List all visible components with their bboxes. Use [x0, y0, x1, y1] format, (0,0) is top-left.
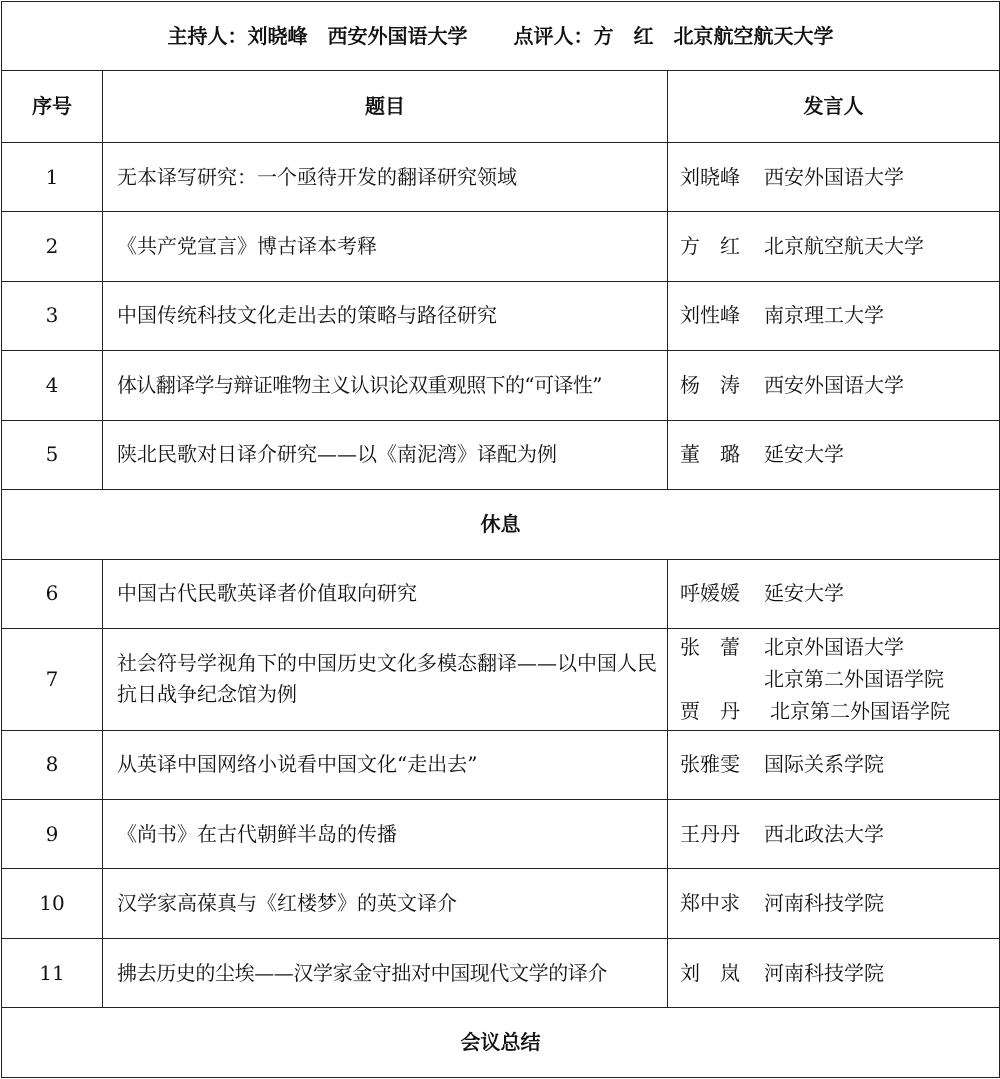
- speaker-affiliation: 西北政法大学: [764, 821, 884, 846]
- row-title: 中国传统科技文化走出去的策略与路径研究: [103, 281, 668, 350]
- session-header: [2, 2, 1000, 71]
- row-number: 11: [2, 938, 103, 1007]
- column-header-title: 题目: [103, 71, 668, 142]
- row-speaker: [668, 142, 1000, 211]
- speaker-name: 张雅雯: [680, 752, 740, 777]
- speaker-name: 董 璐: [680, 442, 740, 467]
- row-number: 8: [2, 730, 103, 799]
- speaker-affiliation: 河南科技学院: [764, 891, 884, 916]
- speaker-affiliation: 南京理工大学: [764, 303, 884, 328]
- table-row: [2, 559, 1000, 628]
- row-speaker: [668, 730, 1000, 799]
- row-speaker: [668, 420, 1000, 489]
- speaker-affiliation: 北京第二外国语学院: [764, 667, 944, 692]
- column-header-num: 序号: [2, 71, 103, 142]
- speaker-line: [680, 631, 995, 663]
- row-number: 1: [2, 142, 103, 211]
- row-title: 拂去历史的尘埃——汉学家金守拙对中国现代文学的译介: [103, 938, 668, 1007]
- break-label: 休息: [2, 490, 1000, 559]
- table-row: [2, 142, 1000, 211]
- speaker-affiliation: 北京第二外国语学院: [770, 699, 950, 724]
- speaker-name: 刘晓峰: [680, 164, 740, 189]
- closing-label: 会议总结: [2, 1008, 1000, 1078]
- table-row: [2, 730, 1000, 799]
- table-row: [2, 869, 1000, 938]
- row-title: 体认翻译学与辩证唯物主义认识论双重观照下的“可译性”: [103, 351, 668, 420]
- speaker-affiliation: 延安大学: [764, 442, 844, 467]
- row-number: 5: [2, 420, 103, 489]
- commentator-label: 点评人：: [513, 23, 594, 48]
- speaker-name: 张 蕾: [680, 635, 740, 660]
- speaker-name: 杨 涛: [680, 372, 740, 397]
- speaker-affiliation: 西安外国语大学: [764, 372, 904, 397]
- speaker-affiliation: 延安大学: [764, 581, 844, 606]
- row-number: 4: [2, 351, 103, 420]
- table-row: [2, 212, 1000, 281]
- speaker-name: 刘性峰: [680, 303, 740, 328]
- host-label: 主持人：: [167, 23, 248, 48]
- row-speaker: [668, 869, 1000, 938]
- speaker-name: 郑中求: [680, 891, 740, 916]
- row-speaker: [668, 212, 1000, 281]
- speaker-line: [680, 663, 995, 695]
- column-header-speaker: 发言人: [668, 71, 1000, 142]
- column-header-row: [2, 71, 1000, 142]
- speaker-name: 刘 岚: [680, 960, 740, 985]
- row-title: 无本译写研究：一个亟待开发的翻译研究领域: [103, 142, 668, 211]
- speaker-affiliation: 国际关系学院: [764, 752, 884, 777]
- host-name: 刘晓峰: [247, 23, 308, 48]
- speaker-name: 呼媛媛: [680, 581, 740, 606]
- table-row: [2, 281, 1000, 350]
- speaker-affiliation: 河南科技学院: [764, 960, 884, 985]
- commentator-affiliation: 北京航空航天大学: [673, 23, 834, 48]
- break-row: [2, 490, 1000, 559]
- row-speaker: [668, 559, 1000, 628]
- table-row: [2, 938, 1000, 1007]
- row-speaker: [668, 351, 1000, 420]
- speaker-name: 贾 丹: [680, 699, 740, 724]
- row-speaker: [668, 938, 1000, 1007]
- speaker-name: 方 红: [680, 234, 740, 259]
- row-title: 从英译中国网络小说看中国文化“走出去”: [103, 730, 668, 799]
- speaker-name: 王丹丹: [680, 821, 740, 846]
- speaker-line: [680, 695, 995, 727]
- row-title: 陕北民歌对日译介研究——以《南泥湾》译配为例: [103, 420, 668, 489]
- table-row: [2, 628, 1000, 730]
- table-row: [2, 420, 1000, 489]
- row-number: 10: [2, 869, 103, 938]
- session-header-row: [2, 2, 1000, 71]
- row-title: 社会符号学视角下的中国历史文化多模态翻译——以中国人民抗日战争纪念馆为例: [103, 628, 668, 730]
- table-row: [2, 800, 1000, 869]
- row-speaker: [668, 800, 1000, 869]
- speaker-affiliation: 北京航空航天大学: [764, 234, 924, 259]
- row-number: 9: [2, 800, 103, 869]
- row-title: 《尚书》在古代朝鲜半岛的传播: [103, 800, 668, 869]
- table-row: [2, 351, 1000, 420]
- host-affiliation: 西安外国语大学: [327, 23, 468, 48]
- row-number: 6: [2, 559, 103, 628]
- row-speaker: [668, 281, 1000, 350]
- row-title: 《共产党宣言》博古译本考释: [103, 212, 668, 281]
- row-number: 7: [2, 628, 103, 730]
- speaker-affiliation: 西安外国语大学: [764, 164, 904, 189]
- row-title: 中国古代民歌英译者价值取向研究: [103, 559, 668, 628]
- row-speaker: [668, 628, 1000, 730]
- row-number: 3: [2, 281, 103, 350]
- commentator-name: 方 红: [593, 23, 654, 48]
- row-title: 汉学家高葆真与《红楼梦》的英文译介: [103, 869, 668, 938]
- session-schedule-table: [1, 1, 1000, 1078]
- closing-row: [2, 1008, 1000, 1078]
- row-number: 2: [2, 212, 103, 281]
- speaker-affiliation: 北京外国语大学: [764, 635, 904, 660]
